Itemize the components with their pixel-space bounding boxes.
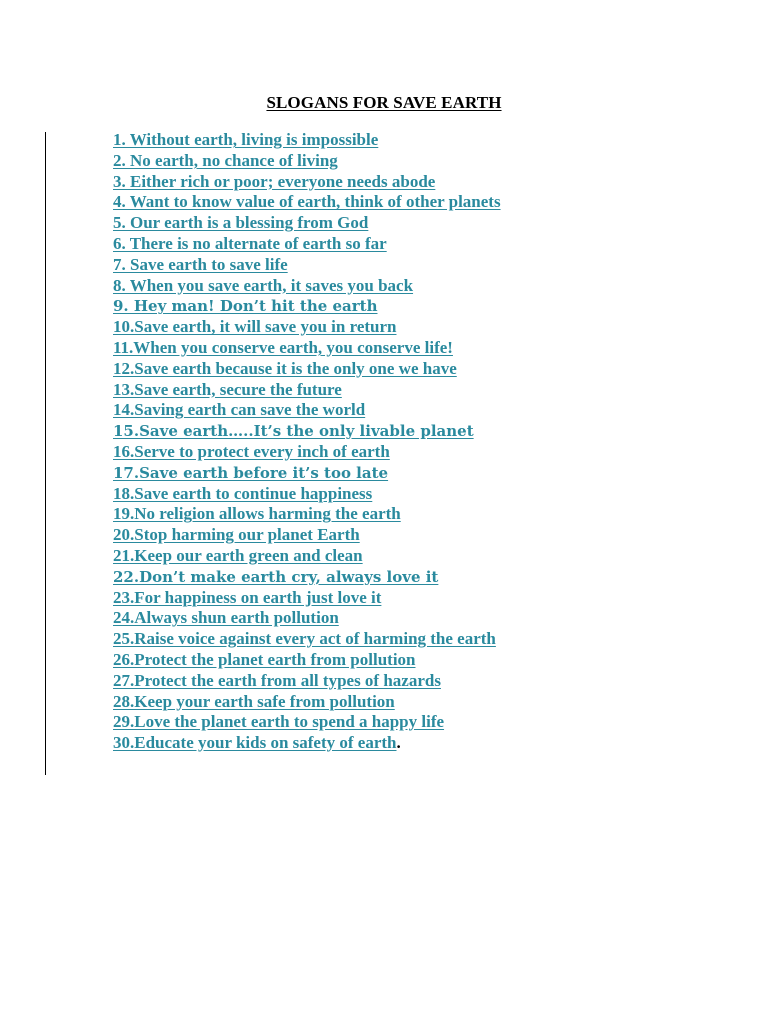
list-item [113, 442, 501, 463]
slogan-link[interactable]: 15.Save earth…..It’s the only livable planet [113, 422, 474, 441]
trailing-period: . [396, 733, 401, 753]
list-item [113, 317, 501, 338]
slogan-link[interactable]: 30.Educate your kids on safety of earth [113, 733, 397, 753]
list-item [113, 504, 501, 525]
slogan-link[interactable]: 5. Our earth is a blessing from God [113, 213, 369, 233]
list-item [113, 692, 501, 713]
list-item [113, 234, 501, 255]
slogan-link[interactable]: 18.Save earth to continue happiness [113, 483, 373, 503]
slogan-link[interactable]: 12.Save earth because it is the only one we have [113, 358, 457, 378]
list-item [113, 608, 501, 629]
list-item [113, 546, 501, 567]
list-item [113, 484, 501, 505]
slogan-link[interactable]: 10.Save earth, it will save you in return [113, 317, 397, 337]
list-item [113, 380, 501, 401]
slogan-link[interactable]: 9. Hey man! Don’t hit the earth [113, 297, 378, 316]
slogan-link[interactable]: 27.Protect the earth from all types of hazards [113, 670, 441, 690]
slogan-link[interactable]: 19.No religion allows harming the earth [113, 504, 401, 524]
list-item [113, 400, 501, 421]
slogan-link[interactable]: 3. Either rich or poor; everyone needs abode [113, 171, 436, 191]
slogan-link[interactable]: 16.Serve to protect every inch of earth [113, 441, 390, 461]
slogan-link[interactable]: 17.Save earth before it’s too late [113, 463, 389, 482]
list-item [113, 151, 501, 172]
slogan-link[interactable]: 14.Saving earth can save the world [113, 400, 366, 420]
list-item [113, 255, 501, 276]
slogan-link[interactable]: 29.Love the planet earth to spend a happy life [113, 712, 445, 732]
slogan-link[interactable]: 8. When you save earth, it saves you back [113, 275, 414, 295]
list-item [113, 525, 501, 546]
slogan-link[interactable]: 4. Want to know value of earth, think of other planets [113, 192, 501, 212]
slogan-link[interactable]: 22.Don’t make earth cry, always love it [113, 567, 439, 586]
slogan-link[interactable]: 26.Protect the planet earth from pollution [113, 649, 416, 669]
list-item [113, 629, 501, 650]
slogan-list [113, 130, 501, 754]
slogan-link[interactable]: 1. Without earth, living is impossible [113, 130, 379, 149]
slogan-link[interactable]: 11.When you conserve earth, you conserve life! [113, 337, 453, 357]
list-item [113, 712, 501, 733]
slogan-link[interactable]: 24.Always shun earth pollution [113, 608, 339, 628]
page-title: SLOGANS FOR SAVE EARTH [266, 93, 502, 112]
slogan-link[interactable]: 2. No earth, no chance of living [113, 150, 338, 170]
list-item [113, 421, 501, 442]
list-item [113, 463, 501, 484]
slogan-link[interactable]: 6. There is no alternate of earth so far [113, 233, 387, 253]
list-item [113, 359, 501, 380]
slogan-link[interactable]: 28.Keep your earth safe from pollution [113, 691, 395, 711]
slogan-link[interactable]: 20.Stop harming our planet Earth [113, 525, 360, 545]
list-item [113, 296, 501, 317]
list-item [113, 172, 501, 193]
left-margin-rule [45, 132, 46, 775]
slogan-link[interactable]: 23.For happiness on earth just love it [113, 587, 382, 607]
slogan-link[interactable]: 7. Save earth to save life [113, 254, 288, 274]
list-item [113, 276, 501, 297]
slogan-link[interactable]: 25.Raise voice against every act of harming the earth [113, 629, 496, 649]
list-item [113, 671, 501, 692]
slogan-link[interactable]: 13.Save earth, secure the future [113, 379, 342, 399]
list-item [113, 192, 501, 213]
list-item [113, 213, 501, 234]
slogan-link[interactable]: 21.Keep our earth green and clean [113, 545, 363, 565]
list-item [113, 588, 501, 609]
list-item [113, 338, 501, 359]
list-item [113, 130, 501, 151]
list-item [113, 650, 501, 671]
list-item [113, 733, 501, 754]
list-item [113, 567, 501, 588]
